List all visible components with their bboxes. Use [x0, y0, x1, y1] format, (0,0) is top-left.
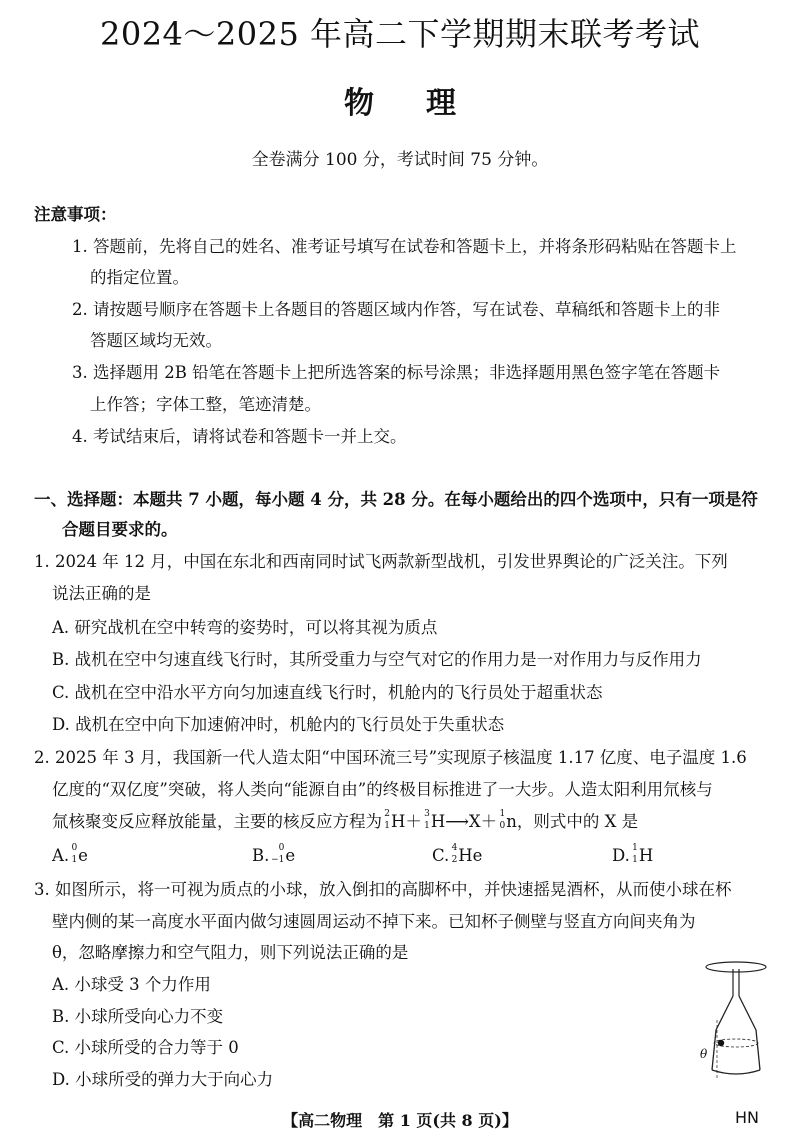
- note-item-3-line1: 3. 选择题用 2B 铅笔在答题卡上把所选答案的标号涂黑；非选择题用黑色签字笔在答题卡: [72, 363, 721, 382]
- exam-info: 全卷满分 100 分，考试时间 75 分钟。: [251, 150, 549, 170]
- section1-heading-line2: 合题目要求的。: [62, 520, 178, 539]
- q2-option-a: A. 0 1 e: [52, 843, 88, 865]
- neutron: n: [506, 812, 517, 831]
- note-item-2-line2: 答题区域均无效。: [90, 331, 222, 350]
- nuclide-h2-sup: 2 1: [384, 809, 390, 831]
- q1-option-c: C. 战机在空中沿水平方向匀加速直线飞行时，机舱内的飞行员处于超重状态: [52, 683, 603, 702]
- q1-option-a: A. 研究战机在空中转弯的姿势时，可以将其视为质点: [52, 618, 438, 637]
- note-item-2-line1: 2. 请按题号顺序在答题卡上各题目的答题区域内作答，写在试卷、草稿纸和答题卡上的非: [72, 300, 720, 319]
- region-code: HN: [735, 1108, 759, 1127]
- q2-stem-line3: [52, 809, 639, 832]
- neutron-sup: 1 0: [499, 809, 506, 831]
- q3-stem-line1: 3. 如图所示，将一可视为质点的小球，放入倒扣的高脚杯中，并快速摇晃酒杯，从而使小球在杯: [34, 880, 732, 899]
- q3-option-c: C. 小球所受的合力等于 0: [52, 1038, 239, 1057]
- notes-heading: 注意事项：: [34, 205, 117, 224]
- q1-option-b: B. 战机在空中匀速直线飞行时，其所受重力与空气对它的作用力是一对作用力与反作用力: [52, 650, 702, 669]
- q1-stem-line2: 说法正确的是: [52, 584, 151, 603]
- exam-title: 2024～2025 年高二下学期期末联考考试: [99, 15, 701, 53]
- q3-option-b: B. 小球所受向心力不变: [52, 1007, 224, 1026]
- nuclide-h3-sup: 3 1: [424, 809, 430, 831]
- q2-stem-line1: 2. 2025 年 3 月，我国新一代人造太阳“中国环流三号”实现原子核温度 1.17 亿度、电子温度 1.6: [34, 748, 747, 767]
- note-item-3-line2: 上作答；字体工整，笔迹清楚。: [90, 395, 321, 414]
- nuclide-h2: H: [391, 812, 406, 831]
- q2-option-c: C. 4 2 He: [432, 843, 483, 865]
- q3-stem-line2: 壁内侧的某一高度水平面内做匀速圆周运动不掉下来。已知杯子侧壁与竖直方向间夹角为: [52, 912, 696, 931]
- section1-heading-line1: 一、选择题：本题共 7 小题，每小题 4 分，共 28 分。在每小题给出的四个选项中，只有一项是符: [34, 490, 758, 509]
- reaction-arrow: ⟶X＋: [445, 812, 498, 831]
- note-item-1-line1: 1. 答题前，先将自己的姓名、准考证号填写在试卷和答题卡上，并将条形码粘贴在答题卡上: [72, 237, 737, 256]
- q2-option-d: D. 1 1 H: [612, 843, 654, 865]
- q2-stem-line3-end: ，则式中的 X 是: [516, 812, 639, 831]
- q2-stem-line2: 亿度的“双亿度”突破，将人类向“能源自由”的终极目标推进了一大步。人造太阳利用氘核与: [52, 780, 713, 799]
- nuclide-h3: H: [430, 812, 446, 831]
- q3-option-d: D. 小球所受的弹力大于向心力: [52, 1070, 274, 1089]
- q2-option-b: B. 0 −1 e: [252, 843, 296, 865]
- q3-stem-line3: θ，忽略摩擦力和空气阻力，则下列说法正确的是: [52, 943, 409, 962]
- q2-stem-line3-text: 氚核聚变反应释放能量，主要的核反应方程为: [52, 812, 382, 831]
- page-footer: 【高二物理 第 1 页(共 8 页)】: [282, 1111, 518, 1130]
- q1-stem-line1: 1. 2024 年 12 月，中国在东北和西南同时试飞两款新型战机，引发世界舆论的广泛关注。下列: [34, 552, 728, 571]
- note-item-4: 4. 考试结束后，请将试卷和答题卡一并上交。: [72, 427, 407, 446]
- note-item-1-line2: 的指定位置。: [90, 268, 189, 287]
- theta-label: θ: [700, 1047, 708, 1061]
- plus-sign: ＋: [405, 812, 422, 831]
- subject-title: 物理: [344, 86, 508, 121]
- q1-option-d: D. 战机在空中向下加速俯冲时，机舱内的飞行员处于失重状态: [52, 715, 505, 734]
- q3-option-a: A. 小球受 3 个力作用: [52, 975, 211, 994]
